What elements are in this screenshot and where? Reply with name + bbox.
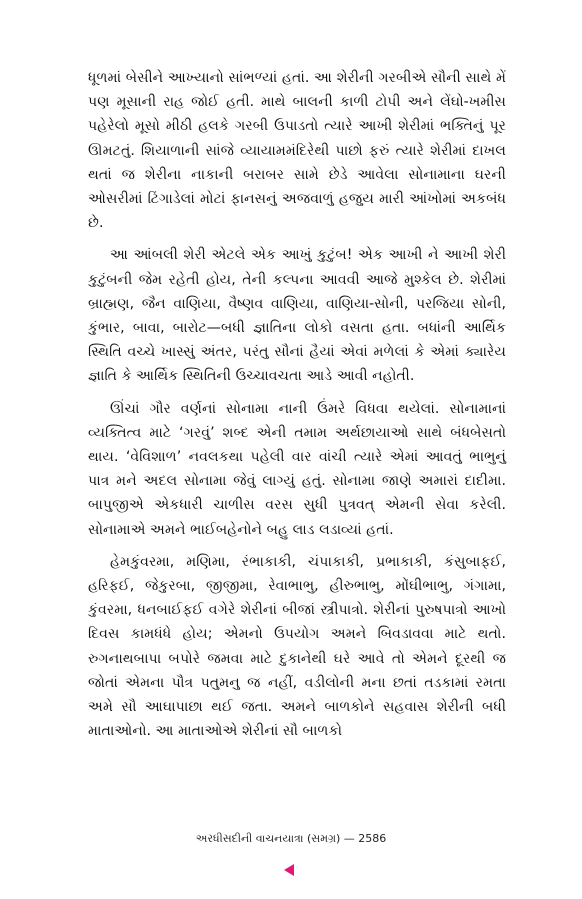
- paragraph-4: હેમકુંવરમા, મણિમા, રંભાકાકી, ચંપાકાકી, પ્રભાકાકી, કંસુબાફઈ, હરિફઈ, જેકુરબા, જીજીમા, રેવાભાભુ, હીરુભાભુ, મોંઘીભાભુ, ગંગામા, કુંવરમા, ધનબાઈફઈ વગેરે શેરીનાં બીજાં સ્ત્રીપાત્રો. શેરીનાં પુરુષપાત્રો આખો દિવસ કામધંધે હોય; એમનો ઉપયોગ અમને બિવડાવવા માટે થતો. રુગનાથબાપા બપોરે જમવા માટે દુકાનેથી ઘરે આવે તો એમને દૂરથી જ જોતાં એમના પૌત્ર પતુમનુ જ નહીં, વડીલોની મના છતાં તડકામાં રમતા અમે સૌ આઘાપાછા થઈ જતા. અમને બાળકોને સહવાસ શેરીની બધી માતાઓનો. આ માતાઓએ શેરીનાં સૌ બાળકો: [88, 553, 506, 740]
- paragraph-1: ધૂળમાં બેસીને આખ્યાનો સાંભળ્યાં હતાં. આ શેરીની ગરબીએ સૌની સાથે મેં પણ મૂસાની રાહ જોઈ હતી. માથે બાલની કાળી ટોપી અને લેંઘો-ખમીસ પહેરેલો મૂસો મીઠી હલકે ગરબી ઉપાડતો ત્યારે આખી શેરીમાં ભક્તિનું પૂર ઊમટતું. શિયાળાની સાંજે વ્યાયામમંદિરેથી પાછો ફરું ત્યારે શેરીમાં દાખલ થતાં જ શેરીના નાકાની બરાબર સામે છેડે આવેલા સોનામાના ઘરની ઓસરીમાં ટિંગાડેલાં મોટાં ફાનસનું અજવાળું હજુય મારી આંખોમાં અકબંધ છે.: [88, 70, 506, 232]
- page-body: [88, 66, 506, 751]
- paragraph-3: ઊંચાં ગૌર વર્ણનાં સોનામા નાની ઉંમરે વિધવા થયેલાં. સોનામાનાં વ્યક્તિત્વ માટે ‘ગરવું’ શબ્દ એની તમામ અર્થછાયાઓ સાથે બંધબેસતો થાય. ‘વેવિશાળ’ નવલકથા પહેલી વાર વાંચી ત્યારે એમાં આવતું ભાભુનું પાત્ર મને અદલ સોનામા જેવું લાગ્યું હતું. સોનામા જાણે અમારાં દાદીમા. બાપુજીએ એકધારી ચાળીસ વરસ સુધી પુત્રવત્ એમની સેવા કરેલી. સોનામાએ અમને ભાઈબહેનોને બહુ લાડ લડાવ્યાં હતાં.: [88, 400, 506, 538]
- page-footer: અરધીસદીની વાચનયાત્રા (સમગ્ર) — 2586: [195, 832, 387, 845]
- previous-page-icon[interactable]: [284, 864, 294, 876]
- paragraph-2: આ આંબલી શેરી એટલે એક આખું કુટુંબ! એક આખી ને આખી શેરી કુટુંબની જેમ રહેતી હોય, તેની કલ્પના આવવી આજે મુશ્કેલ છે. શેરીમાં બ્રાહ્મણ, જૈન વાણિયા, વૈષ્ણવ વાણિયા, વાણિયા-સોની, પરજિયા સોની, કુંભાર, બાવા, બારોટ—બધી જ્ઞાતિના લોકો વસતા હતા. બધાંની આર્થિક સ્થિતિ વચ્ચે ખાસ્સું અંતર, પરંતુ સૌનાં હૈયાં એવાં મળેલાં કે એમાં ક્યારેય જ્ઞાતિ કે આર્થિક સ્થિતિની ઉચ્ચાવચતા આડે આવી નહોતી.: [88, 247, 506, 385]
